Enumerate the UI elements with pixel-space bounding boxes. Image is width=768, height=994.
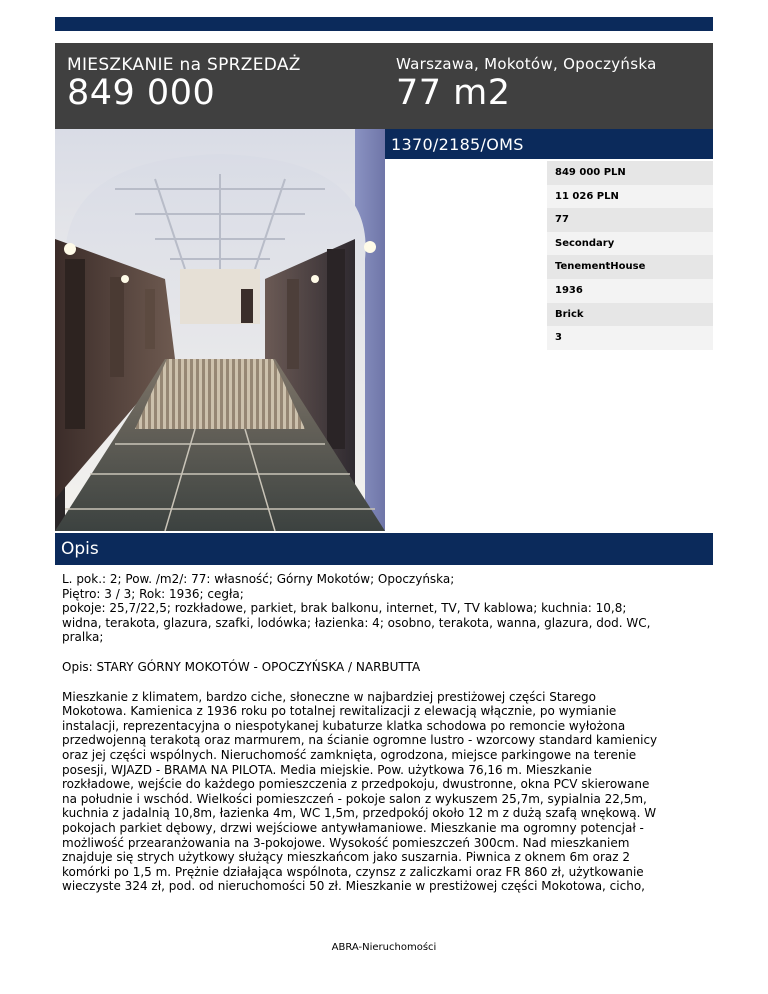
top-accent-bar [55,17,713,31]
listing-location: Warszawa, Mokotów, Opoczyńska [396,55,657,73]
description-title: Opis: STARY GÓRNY MOKOTÓW - OPOCZYŃSKA / NARBUTTA [62,659,421,674]
summary-line: widna, terakota, glazura, szafki, lodówka; łazienka: 4; osobno, terakota, wanna, glazura, dod. WC, [62,615,651,630]
body-line: wieczyste 324 zł, pod. od nieruchomości 50 zł. Mieszkanie w prestiżowej części Mokotowa, cicho, [62,879,645,894]
listing-price: 849 000 [67,73,216,113]
body-line: przedwojenną terakotą oraz marmurem, na ścianie ogromne lustro - wzorcowy standard kamienicy [62,733,658,748]
listing-header [55,43,713,129]
detail-area: 77 [547,208,713,232]
footer-agency: ABRA-Nieruchomości [331,942,437,953]
body-line: posesji, WJAZD - BRAMA NA PILOTA. Media miejskie. Pow. użytkowa 76,16 m. Mieszkanie [62,762,592,777]
detail-price-per-m2: 11 026 PLN [547,185,713,209]
body-line: na południe i wschód. Wielkości pomieszczeń - pokoje salon z wykuszem 25,7m, sypialnia 22,5m, [62,791,647,806]
description-heading: Opis [55,533,713,565]
listing-type: MIESZKANIE na SPRZEDAŻ [67,55,301,75]
detail-floor: 3 [547,326,713,350]
body-line: znajduje się strych użytkowy służący mieszkańcom jako suszarnia. Piwnica z oknem 6m oraz 2 [62,850,630,865]
detail-material: Brick [547,303,713,327]
summary-line: pralka; [62,630,104,645]
detail-building-type: TenementHouse [547,255,713,279]
property-photo [55,129,385,531]
body-line: Mokotowa. Kamienica z 1936 roku po totalnej rewitalizacji z elewacją włącznie, po wymianie [62,704,617,719]
details-table [547,161,713,350]
body-line: instalacji, reprezentacyjna o niespotykanej kubaturze klatka schodowa po remoncie wyłożona [62,718,626,733]
listing-area: 77 m2 [396,73,511,113]
body-line: komórki po 1,5 m. Prężnie działająca wspólnota, czynsz z zaliczkami oraz FR 860 zł, użytkowanie [62,864,644,879]
summary-line: Piętro: 3 / 3; Rok: 1936; cegła; [62,586,244,601]
summary-line: L. pok.: 2; Pow. /m2/: 77: własność; Górny Mokotów; Opoczyńska; [62,572,455,586]
body-line: kuchnia z jadalnią 10,8m, łazienka 4m, WC 1,5m, przedpokój około 12 m z dużą szafą wnękową. W [62,806,657,821]
body-line: pokojach parkiet dębowy, drzwi wejściowe antywłamaniowe. Mieszkanie ma ogromny potencjał - [62,820,644,835]
body-line: oraz jej części wspólnych. Nieruchomość zamknięta, ogrodzona, miejsce parkingowe na terenie [62,747,637,762]
detail-year: 1936 [547,279,713,303]
summary-line: pokoje: 25,7/22,5; rozkładowe, parkiet, brak balkonu, internet, TV, TV kablowa; kuchnia: 10,8; [62,601,627,616]
description-text [62,572,710,894]
detail-market: Secondary [547,232,713,256]
hallway-photo-illustration [55,129,385,531]
detail-price: 849 000 PLN [547,161,713,185]
body-line: rozkładowe, wejście do każdego pomieszczenia z przedpokoju, dwustronne, okna PCV skierowane [62,777,650,792]
body-line: możliwość przearanżowania na 3-pokojowe. Wysokość pomieszczeń 300cm. Nad mieszkaniem [62,835,630,850]
body-line: Mieszkanie z klimatem, bardzo ciche, słoneczne w najbardziej prestiżowej części Starego [62,689,596,704]
reference-number: 1370/2185/OMS [385,129,713,159]
